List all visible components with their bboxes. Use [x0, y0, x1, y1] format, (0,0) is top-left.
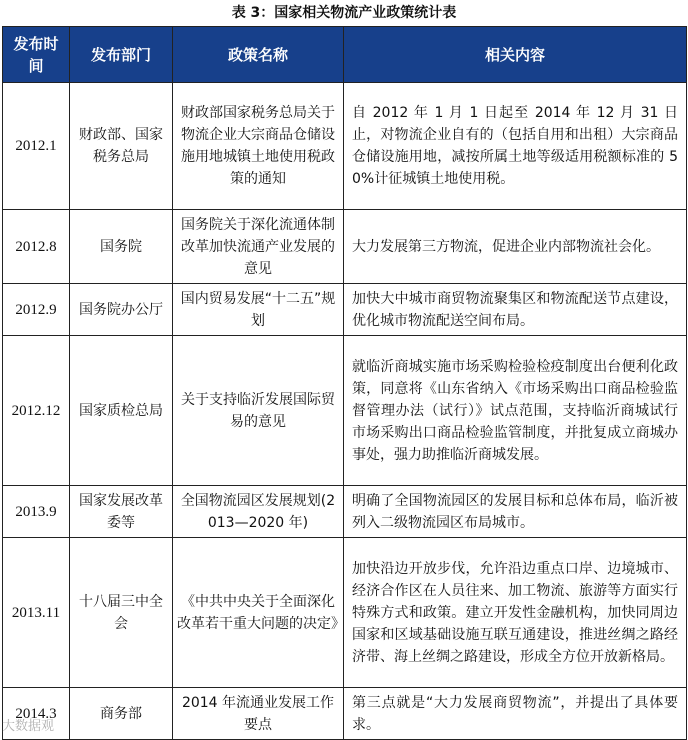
cell-content: 自 2012 年 1 月 1 日起至 2014 年 12 月 31 日止，对物流企业自有的（包括自用和出租）大宗商品仓储设施用地，减按所属土地等级适用税额标准的 50%计征城镇土地使用税。: [344, 83, 687, 210]
header-dept: 发布部门: [70, 27, 173, 83]
cell-date: 2014.3: [3, 688, 70, 740]
cell-dept: 财政部、国家税务总局: [70, 83, 173, 210]
table-row: [3, 210, 687, 284]
cell-dept: 国务院: [70, 210, 173, 284]
table-row: [3, 486, 687, 538]
cell-policy: 全国物流园区发展规划(2013—2020 年): [173, 486, 344, 538]
cell-dept: 商务部: [70, 688, 173, 740]
header-date: 发布时间: [3, 27, 70, 83]
table-row: [3, 688, 687, 740]
table-row: [3, 83, 687, 210]
cell-content: 第三点就是“大力发展商贸物流”，并提出了具体要求。: [344, 688, 687, 740]
cell-date: 2012.1: [3, 83, 70, 210]
table-row: [3, 336, 687, 486]
cell-dept: 国务院办公厅: [70, 284, 173, 336]
cell-dept: 国家发展改革委等: [70, 486, 173, 538]
cell-content: 加快大中城市商贸物流聚集区和物流配送节点建设，优化城市物流配送空间布局。: [344, 284, 687, 336]
cell-policy: 国内贸易发展“十二五”规划: [173, 284, 344, 336]
header-content: 相关内容: [344, 27, 687, 83]
cell-dept: 国家质检总局: [70, 336, 173, 486]
cell-dept: 十八届三中全会: [70, 538, 173, 688]
cell-content: 加快沿边开放步伐，允许沿边重点口岸、边境城市、经济合作区在人员往来、加工物流、旅游等方面实行特殊方式和政策。建立开发性金融机构，加快同周边国家和区域基础设施互联互通建设，推进丝绸之路经济带、海上丝绸之路建设，形成全方位开放新格局。: [344, 538, 687, 688]
cell-content: 就临沂商城实施市场采购检验检疫制度出台便利化政策，同意将《山东省纳入《市场采购出口商品检验监督管理办法（试行）》试点范围，支持临沂商城试行市场采购出口商品检验监管制度，并批复成立商城办事处，强力助推临沂商城发展。: [344, 336, 687, 486]
table-row: [3, 284, 687, 336]
cell-policy: 国务院关于深化流通体制改革加快流通产业发展的意见: [173, 210, 344, 284]
cell-policy: 《中共中央关于全面深化改革若干重大问题的决定》: [173, 538, 344, 688]
cell-date: 2013.9: [3, 486, 70, 538]
cell-date: 2012.12: [3, 336, 70, 486]
cell-content: 明确了全国物流园区的发展目标和总体布局，临沂被列入二级物流园区布局城市。: [344, 486, 687, 538]
cell-policy: 2014 年流通业发展工作要点: [173, 688, 344, 740]
table-caption: 表 3：国家相关物流产业政策统计表: [231, 5, 457, 21]
policy-table: [2, 26, 687, 740]
cell-date: 2013.11: [3, 538, 70, 688]
cell-date: 2012.9: [3, 284, 70, 336]
watermark-text: 大数据观: [2, 719, 55, 734]
cell-policy: 财政部国家税务总局关于物流企业大宗商品仓储设施用地城镇土地使用税政策的通知: [173, 83, 344, 210]
cell-content: 大力发展第三方物流，促进企业内部物流社会化。: [344, 210, 687, 284]
header-policy: 政策名称: [173, 27, 344, 83]
table-row: [3, 538, 687, 688]
cell-policy: 关于支持临沂发展国际贸易的意见: [173, 336, 344, 486]
cell-date: 2012.8: [3, 210, 70, 284]
